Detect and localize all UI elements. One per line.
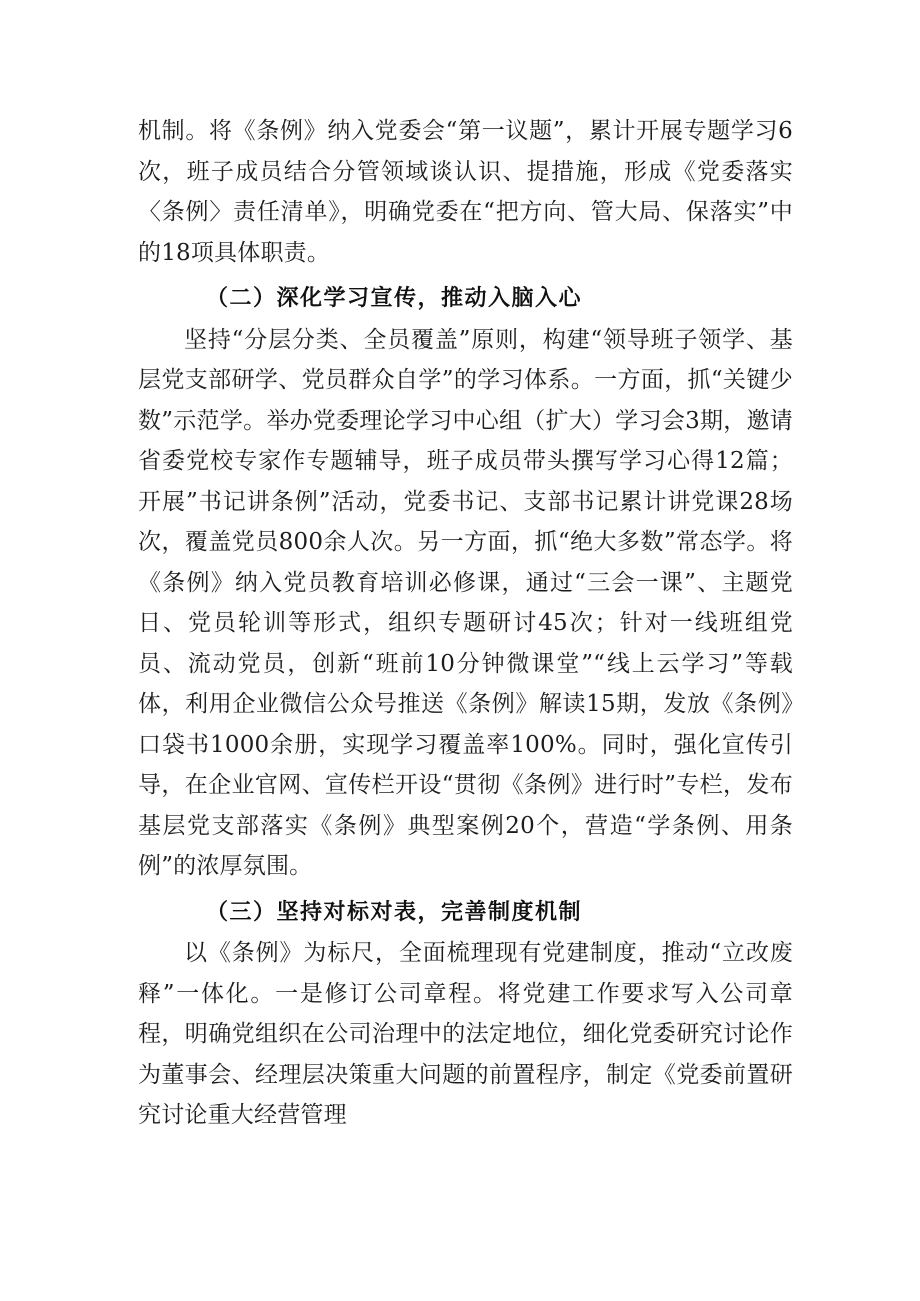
- document-body: [138, 111, 793, 1136]
- paragraph-study-publicity: 坚持“分层分类、全员覆盖”原则，构建“领导班子领学、基层党支部研学、党员群众自学”的学习体系。一方面，抓“关键少数”示范学。举办党委理论学习中心组（扩大）学习会3期，邀请省委党校专家作专题辅导，班子成员带头撰写学习心得12篇；开展”书记讲条例”活动，党委书记、支部书记累计讲党课28场次，覆盖党员800余人次。另一方面，抓“绝大多数”常态学。将《条例》纳入党员教育培训必修课，通过“三会一课”、主题党日、党员轮训等形式，组织专题研讨45次；针对一线班组党员、流动党员，创新“班前10分钟微课堂”“线上云学习”等载体，利用企业微信公众号推送《条例》解读15期，发放《条例》口袋书1000余册，实现学习覆盖率100%。同时，强化宣传引导，在企业官网、宣传栏开设“贯彻《条例》进行时”专栏，发布基层党支部落实《条例》典型案例20个，营造“学条例、用条例”的浓厚氛围。: [138, 326, 793, 879]
- section-heading-2: （二）深化学习宣传，推动入脑入心: [206, 286, 583, 311]
- paragraph-continued-mechanism: 机制。将《条例》纳入党委会“第一议题”，累计开展专题学习6次，班子成员结合分管领域谈认识、提措施，形成《党委落实〈条例〉责任清单》，明确党委在“把方向、管大局、保落实”中的18项具体职责。: [138, 118, 793, 266]
- section-heading-3: （三）坚持对标对表，完善制度机制: [206, 899, 583, 925]
- paragraph-institution-mechanism: 以《条例》为标尺，全面梳理现有党建制度，推动“立改废释”一体化。一是修订公司章程。将党建工作要求写入公司章程，明确党组织在公司治理中的法定地位，细化党委研究讨论作为董事会、经理层决策重大问题的前置程序，制定《党委前置研究讨论重大经营管理: [138, 940, 793, 1128]
